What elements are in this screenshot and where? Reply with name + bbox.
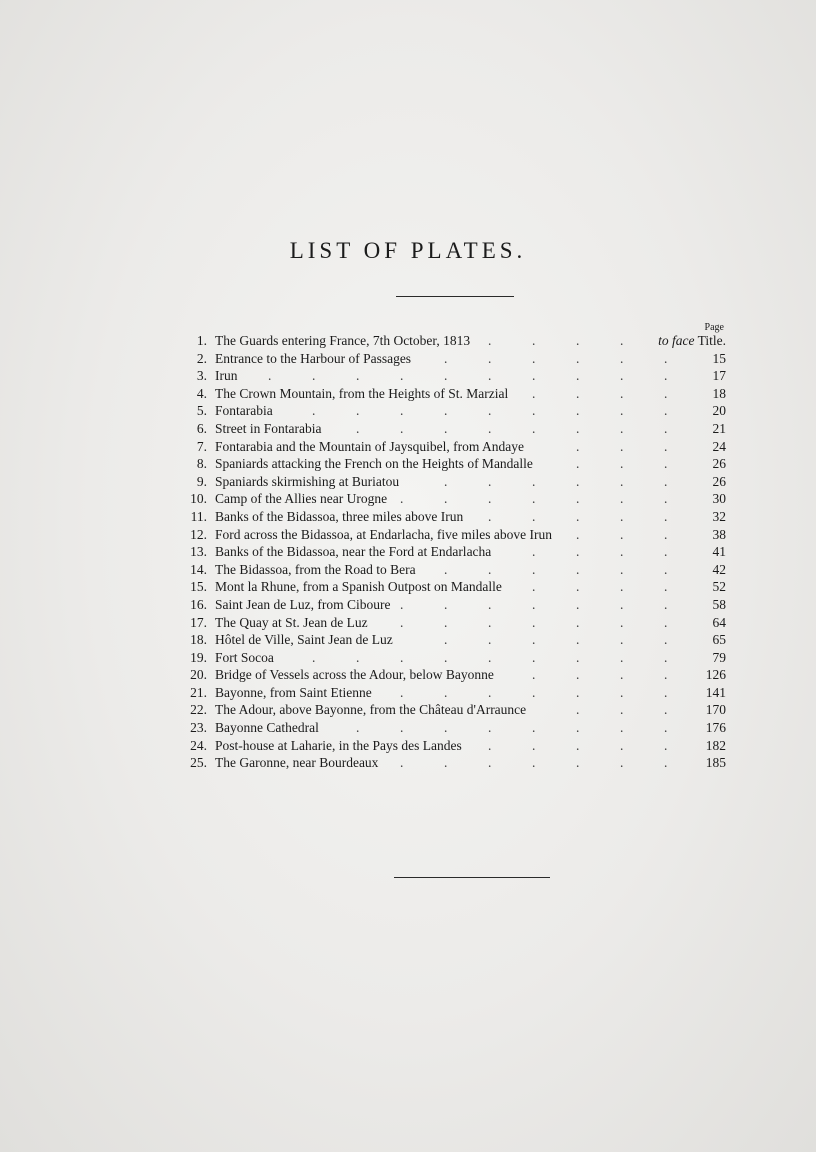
leader-dot: . bbox=[576, 667, 580, 683]
leader-dot: . bbox=[488, 403, 492, 419]
leader-dot: . bbox=[576, 473, 580, 489]
leader-dot: . bbox=[576, 368, 580, 384]
plate-number: 14. bbox=[190, 561, 207, 577]
leader-dot: . bbox=[620, 438, 624, 454]
plate-title: Camp of the Allies near Urogne bbox=[215, 491, 388, 507]
plate-page bbox=[713, 350, 727, 368]
plate-number: 21. bbox=[190, 684, 207, 700]
leader-dot: . bbox=[620, 456, 624, 472]
plate-title: Bayonne, from Saint Etienne bbox=[215, 684, 372, 700]
leader-dot: . bbox=[444, 649, 448, 665]
plate-entry bbox=[180, 367, 726, 385]
leader-dot: . bbox=[576, 456, 580, 472]
leader-dot: . bbox=[664, 456, 668, 472]
leader-dot: . bbox=[664, 368, 668, 384]
plate-number: 7. bbox=[196, 438, 207, 454]
leader-dot: . bbox=[620, 473, 624, 489]
leader-dot: . bbox=[488, 632, 492, 648]
plate-page bbox=[713, 561, 727, 579]
leader-dot: . bbox=[356, 403, 360, 419]
leader-dot: . bbox=[532, 350, 536, 366]
leader-dot: . bbox=[664, 737, 668, 753]
plate-number: 17. bbox=[190, 614, 207, 630]
leader-dot: . bbox=[576, 438, 580, 454]
plate-page-value: 41 bbox=[712, 544, 726, 560]
leader-dot: . bbox=[488, 491, 492, 507]
leader-dot: . bbox=[532, 544, 536, 560]
leader-dot: . bbox=[444, 755, 448, 771]
plate-page bbox=[713, 438, 727, 456]
leader-dot: . bbox=[400, 420, 404, 436]
plate-title: Banks of the Bidassoa, three miles above Irun bbox=[215, 508, 464, 524]
leader-dot: . bbox=[620, 667, 624, 683]
leader-dot: . bbox=[444, 420, 448, 436]
plate-page-value: 126 bbox=[705, 667, 726, 683]
plate-entry bbox=[180, 420, 726, 438]
page-column-label: Page bbox=[704, 322, 724, 333]
leader-dot: . bbox=[620, 720, 624, 736]
plate-title: The Quay at St. Jean de Luz bbox=[215, 614, 368, 630]
plate-number: 25. bbox=[190, 755, 207, 771]
leader-dot: . bbox=[488, 755, 492, 771]
plate-title: Spaniards skirmishing at Buriatou bbox=[215, 473, 400, 489]
plate-number: 22. bbox=[190, 702, 207, 718]
leader-dot: . bbox=[620, 403, 624, 419]
plates-list bbox=[180, 332, 726, 772]
leader-dot: . bbox=[532, 737, 536, 753]
plate-entry bbox=[180, 754, 726, 772]
plate-page bbox=[713, 596, 727, 614]
plate-page-value: 26 bbox=[712, 456, 726, 472]
leader-dot: . bbox=[444, 491, 448, 507]
plate-page-value: 24 bbox=[712, 438, 726, 454]
leader-dot: . bbox=[532, 561, 536, 577]
plate-page-value: 52 bbox=[712, 579, 726, 595]
leader-dot: . bbox=[488, 596, 492, 612]
plate-number: 12. bbox=[190, 526, 207, 542]
leader-dot: . bbox=[576, 544, 580, 560]
plate-page bbox=[706, 666, 726, 684]
plate-page-prefix: to face bbox=[658, 333, 695, 348]
plate-title: Hôtel de Ville, Saint Jean de Luz bbox=[215, 632, 393, 648]
leader-dot: . bbox=[576, 720, 580, 736]
plate-page-value: 64 bbox=[712, 614, 726, 630]
leader-dot: . bbox=[576, 403, 580, 419]
leader-dot: . bbox=[664, 385, 668, 401]
leader-dot: . bbox=[664, 420, 668, 436]
plate-number: 19. bbox=[190, 649, 207, 665]
leader-dot: . bbox=[576, 614, 580, 630]
leader-dot: . bbox=[664, 649, 668, 665]
plate-entry bbox=[180, 666, 726, 684]
plate-page-value: 170 bbox=[705, 702, 726, 718]
leader-dot: . bbox=[620, 544, 624, 560]
leader-dot: . bbox=[664, 508, 668, 524]
plate-page-value: 30 bbox=[712, 491, 726, 507]
leader-dot: . bbox=[488, 684, 492, 700]
plate-page-value: 38 bbox=[712, 526, 726, 542]
leader-dot: . bbox=[532, 649, 536, 665]
plate-page bbox=[706, 737, 726, 755]
leader-dot: . bbox=[576, 508, 580, 524]
leader-dot: . bbox=[620, 526, 624, 542]
plate-page-value: 20 bbox=[712, 403, 726, 419]
leader-dot: . bbox=[576, 491, 580, 507]
leader-dot: . bbox=[532, 579, 536, 595]
leader-dot: . bbox=[576, 702, 580, 718]
plate-number: 23. bbox=[190, 720, 207, 736]
leader-dot: . bbox=[400, 684, 404, 700]
plate-page bbox=[713, 473, 727, 491]
leader-dot: . bbox=[664, 561, 668, 577]
plate-page-value: 21 bbox=[712, 420, 726, 436]
plate-number: 11. bbox=[190, 508, 207, 524]
leader-dot: . bbox=[664, 632, 668, 648]
leader-dot: . bbox=[532, 333, 536, 348]
leader-dot: . bbox=[664, 755, 668, 771]
plate-page bbox=[706, 754, 726, 772]
plate-title: The Guards entering France, 7th October, 1813 bbox=[215, 333, 471, 348]
leader-dot: . bbox=[268, 368, 272, 384]
leader-dot: . bbox=[400, 403, 404, 419]
plate-page-value: 65 bbox=[712, 632, 726, 648]
plate-title: The Crown Mountain, from the Heights of St. Marzial bbox=[215, 385, 509, 401]
plate-number: 16. bbox=[190, 596, 207, 612]
leader-dot: . bbox=[488, 649, 492, 665]
plate-page bbox=[713, 367, 727, 385]
leader-dot: . bbox=[532, 720, 536, 736]
plate-page bbox=[713, 508, 727, 526]
leader-dot: . bbox=[356, 420, 360, 436]
plate-entry bbox=[180, 614, 726, 632]
leader-dot: . bbox=[664, 702, 668, 718]
leader-dot: . bbox=[664, 544, 668, 560]
plate-page-value: 32 bbox=[712, 508, 726, 524]
leader-dot: . bbox=[664, 473, 668, 489]
page-title: LIST OF PLATES. bbox=[289, 238, 527, 263]
plate-page bbox=[713, 526, 727, 544]
leader-dot: . bbox=[488, 561, 492, 577]
leader-dot: . bbox=[400, 368, 404, 384]
plate-number: 20. bbox=[190, 667, 207, 683]
leader-dot: . bbox=[532, 403, 536, 419]
plate-number: 10. bbox=[190, 491, 207, 507]
leader-dot: . bbox=[444, 632, 448, 648]
leader-dot: . bbox=[576, 420, 580, 436]
plate-page bbox=[713, 631, 727, 649]
plate-number: 9. bbox=[196, 473, 207, 489]
plate-title: Fontarabia bbox=[215, 403, 273, 419]
leader-dot: . bbox=[664, 720, 668, 736]
leader-dot: . bbox=[620, 684, 624, 700]
plate-entry bbox=[180, 332, 726, 350]
leader-dot: . bbox=[488, 473, 492, 489]
plate-entry bbox=[180, 596, 726, 614]
plate-page-value: 185 bbox=[705, 755, 726, 771]
plate-entry bbox=[180, 631, 726, 649]
plate-title: Street in Fontarabia bbox=[215, 420, 322, 436]
plate-title: The Adour, above Bayonne, from the Château d'Arraunce bbox=[215, 702, 527, 718]
plate-page bbox=[713, 578, 727, 596]
leader-dot: . bbox=[664, 596, 668, 612]
plate-page-value: 18 bbox=[712, 385, 726, 401]
plate-page bbox=[713, 543, 727, 561]
plate-page bbox=[713, 385, 727, 403]
leader-dot: . bbox=[576, 632, 580, 648]
plate-title: Ford across the Bidassoa, at Endarlacha, five miles above Irun bbox=[215, 526, 553, 542]
leader-dot: . bbox=[444, 614, 448, 630]
leader-dot: . bbox=[664, 403, 668, 419]
plate-page bbox=[706, 701, 726, 719]
leader-dot: . bbox=[576, 737, 580, 753]
plate-number: 24. bbox=[190, 737, 207, 753]
leader-dot: . bbox=[664, 526, 668, 542]
plate-entry bbox=[180, 578, 726, 596]
plate-title: Irun bbox=[215, 368, 238, 384]
plate-entry bbox=[180, 385, 726, 403]
plate-page bbox=[713, 614, 727, 632]
plate-page-value: 42 bbox=[712, 561, 726, 577]
plate-entry bbox=[180, 350, 726, 368]
leader-dot: . bbox=[444, 350, 448, 366]
leader-dot: . bbox=[532, 614, 536, 630]
leader-dot: . bbox=[664, 614, 668, 630]
leader-dot: . bbox=[620, 596, 624, 612]
leader-dot: . bbox=[664, 667, 668, 683]
leader-dot: . bbox=[400, 596, 404, 612]
leader-dot: . bbox=[620, 561, 624, 577]
leader-dot: . bbox=[444, 720, 448, 736]
leader-dot: . bbox=[664, 579, 668, 595]
plate-page-value: 17 bbox=[712, 368, 726, 384]
plate-title: Fontarabia and the Mountain of Jaysquibel, from Andaye bbox=[215, 438, 524, 454]
plate-page bbox=[713, 490, 727, 508]
leader-dot: . bbox=[444, 684, 448, 700]
leader-dot: . bbox=[576, 684, 580, 700]
plate-page-value: 58 bbox=[712, 596, 726, 612]
leader-dot: . bbox=[400, 649, 404, 665]
leader-dot: . bbox=[532, 491, 536, 507]
plate-entry bbox=[180, 402, 726, 420]
leader-dot: . bbox=[532, 508, 536, 524]
leader-dot: . bbox=[488, 737, 492, 753]
leader-dot: . bbox=[444, 403, 448, 419]
plate-entry bbox=[180, 490, 726, 508]
leader-dot: . bbox=[532, 473, 536, 489]
leader-dot: . bbox=[664, 491, 668, 507]
plate-page-value: 176 bbox=[705, 720, 726, 736]
plate-number: 3. bbox=[196, 368, 207, 384]
leader-dot: . bbox=[620, 649, 624, 665]
plate-page-value: 15 bbox=[712, 350, 726, 366]
leader-dot: . bbox=[576, 755, 580, 771]
plate-title: Fort Socoa bbox=[215, 649, 274, 665]
leader-dot: . bbox=[620, 350, 624, 366]
plate-title: Entrance to the Harbour of Passages bbox=[215, 350, 412, 366]
leader-dot: . bbox=[356, 649, 360, 665]
leader-dot: . bbox=[312, 403, 316, 419]
leader-dot: . bbox=[620, 755, 624, 771]
plate-number: 6. bbox=[196, 420, 207, 436]
leader-dot: . bbox=[620, 702, 624, 718]
leader-dot: . bbox=[488, 420, 492, 436]
plate-title: The Bidassoa, from the Road to Bera bbox=[215, 561, 416, 577]
leader-dot: . bbox=[444, 368, 448, 384]
leader-dot: . bbox=[356, 368, 360, 384]
leader-dot: . bbox=[532, 667, 536, 683]
leader-dot: . bbox=[532, 596, 536, 612]
leader-dot: . bbox=[532, 385, 536, 401]
plate-number: 13. bbox=[190, 544, 207, 560]
leader-dot: . bbox=[576, 649, 580, 665]
leader-dot: . bbox=[620, 385, 624, 401]
plate-page-value: 79 bbox=[712, 649, 726, 665]
plate-entry bbox=[180, 473, 726, 491]
leader-dot: . bbox=[664, 684, 668, 700]
plate-page bbox=[713, 455, 727, 473]
plate-entry bbox=[180, 701, 726, 719]
plate-entry bbox=[180, 526, 726, 544]
plate-entry bbox=[180, 737, 726, 755]
plate-number: 4. bbox=[196, 385, 207, 401]
plate-entry bbox=[180, 438, 726, 456]
leader-dot: . bbox=[620, 632, 624, 648]
leader-dot: . bbox=[620, 508, 624, 524]
plate-entry bbox=[180, 649, 726, 667]
plate-number: 15. bbox=[190, 579, 207, 595]
leader-dot: . bbox=[532, 755, 536, 771]
plate-number: 1. bbox=[196, 333, 207, 348]
plate-title: The Garonne, near Bourdeaux bbox=[215, 755, 379, 771]
plate-entry bbox=[180, 543, 726, 561]
plate-entry bbox=[180, 719, 726, 737]
plate-title: Saint Jean de Luz, from Ciboure bbox=[215, 596, 391, 612]
leader-dot: . bbox=[620, 333, 624, 348]
plate-title: Bayonne Cathedral bbox=[215, 720, 319, 736]
leader-dot: . bbox=[444, 473, 448, 489]
leader-dot: . bbox=[620, 368, 624, 384]
plate-entry bbox=[180, 455, 726, 473]
leader-dot: . bbox=[620, 491, 624, 507]
plate-page bbox=[706, 684, 726, 702]
plate-title: Spaniards attacking the French on the Heights of Mandalle bbox=[215, 456, 533, 472]
leader-dot: . bbox=[576, 385, 580, 401]
leader-dot: . bbox=[576, 350, 580, 366]
plate-entry bbox=[180, 561, 726, 579]
leader-dot: . bbox=[664, 350, 668, 366]
leader-dot: . bbox=[532, 632, 536, 648]
leader-dot: . bbox=[620, 614, 624, 630]
leader-dot: . bbox=[620, 737, 624, 753]
plate-page-value: Title. bbox=[697, 333, 726, 348]
leader-dot: . bbox=[488, 333, 492, 348]
plate-number: 5. bbox=[196, 403, 207, 419]
plate-entry bbox=[180, 508, 726, 526]
leader-dot: . bbox=[312, 649, 316, 665]
plate-title: Post-house at Laharie, in the Pays des Landes bbox=[215, 737, 462, 753]
leader-dot: . bbox=[576, 333, 580, 348]
leader-dot: . bbox=[444, 561, 448, 577]
plate-title: Mont la Rhune, from a Spanish Outpost on Mandalle bbox=[215, 579, 502, 595]
leader-dot: . bbox=[576, 596, 580, 612]
leader-dot: . bbox=[312, 368, 316, 384]
leader-dot: . bbox=[532, 684, 536, 700]
plate-page-value: 141 bbox=[705, 684, 726, 700]
leader-dot: . bbox=[400, 614, 404, 630]
plate-number: 2. bbox=[196, 350, 207, 366]
plate-page-value: 182 bbox=[705, 737, 726, 753]
plate-entry bbox=[180, 684, 726, 702]
leader-dot: . bbox=[488, 614, 492, 630]
plate-number: 18. bbox=[190, 632, 207, 648]
leader-dot: . bbox=[400, 755, 404, 771]
plate-page bbox=[706, 719, 726, 737]
plate-title: Banks of the Bidassoa, near the Ford at Endarlacha bbox=[215, 544, 492, 560]
leader-dot: . bbox=[356, 720, 360, 736]
leader-dot: . bbox=[576, 579, 580, 595]
leader-dot: . bbox=[400, 491, 404, 507]
leader-dot: . bbox=[488, 368, 492, 384]
leader-dot: . bbox=[620, 579, 624, 595]
plate-page bbox=[713, 420, 727, 438]
plate-page bbox=[713, 649, 727, 667]
leader-dot: . bbox=[576, 561, 580, 577]
leader-dot: . bbox=[488, 720, 492, 736]
leader-dot: . bbox=[576, 526, 580, 542]
leader-dot: . bbox=[620, 420, 624, 436]
leader-dot: . bbox=[488, 350, 492, 366]
plate-page bbox=[713, 402, 727, 420]
plate-page-value: 26 bbox=[712, 473, 726, 489]
leader-dot: . bbox=[532, 368, 536, 384]
bottom-divider bbox=[394, 877, 550, 878]
leader-dot: . bbox=[444, 596, 448, 612]
plate-page bbox=[658, 332, 726, 350]
leader-dot: . bbox=[488, 508, 492, 524]
leader-dot: . bbox=[400, 720, 404, 736]
plate-number: 8. bbox=[196, 456, 207, 472]
leader-dot: . bbox=[664, 438, 668, 454]
leader-dot: . bbox=[532, 420, 536, 436]
plate-title: Bridge of Vessels across the Adour, below Bayonne bbox=[215, 667, 494, 683]
title-divider bbox=[396, 296, 514, 297]
